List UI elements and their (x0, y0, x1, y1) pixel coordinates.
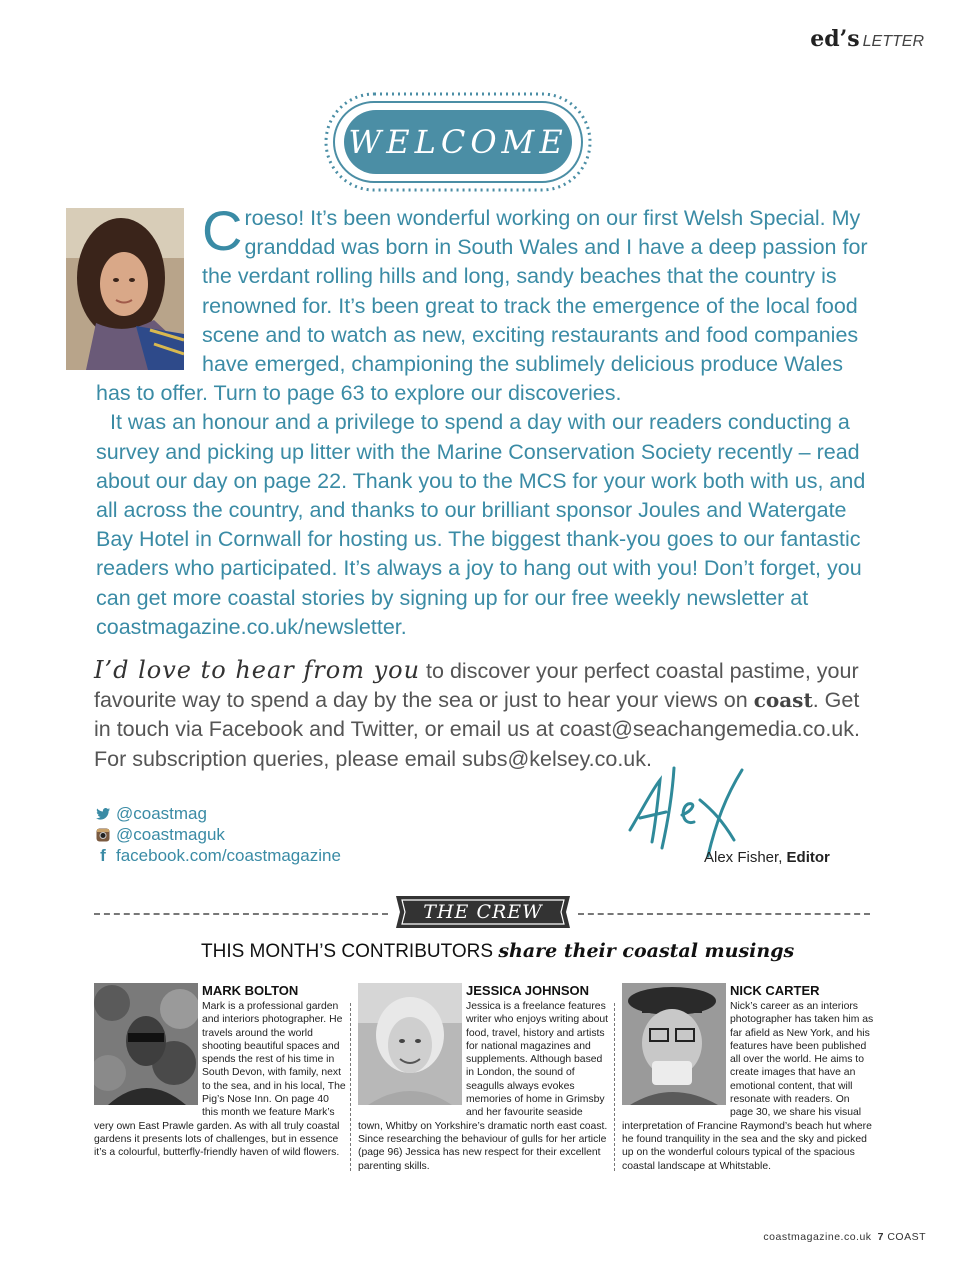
welcome-title: WELCOME (348, 123, 568, 161)
header-letter: LETTER (862, 33, 924, 50)
welcome-badge (322, 90, 594, 194)
section-header (810, 26, 924, 52)
editor-role: Editor (786, 849, 830, 866)
facebook-url: facebook.com/coastmagazine (116, 846, 341, 865)
contact-text-a: to discover your perfect coastal pastime, your favourite way to spend a day by the sea or just to hear your views on (94, 659, 859, 713)
signature-scribble (630, 768, 742, 856)
letter-paragraph-2: It was an honour and a privilege to spend a day with our readers conducting a survey and picking up litter with the Marine Conservation Society recently – read about our day on page 22. Thank you to the MCS for your work both with us, and all across the country, and thanks to our brilliant sponsor Joules and Watergate Bay Hotel in Cornwall for hosting us. The biggest thank-you goes to our fantastic readers who participated. It’s always a joy to hang out with you! Don’t forget, you can get more coastal stories by signing up for our free weekly newsletter at coastmagazine.co.uk/newsletter. (96, 410, 866, 639)
column-divider-1 (350, 1003, 351, 1171)
social-links (94, 803, 341, 866)
crew-heading-italic: share their coastal musings (498, 940, 795, 962)
crew-heading (201, 940, 794, 963)
page-number: 7 (877, 1231, 884, 1243)
footer-mag: COAST (887, 1231, 926, 1243)
signature (622, 760, 772, 860)
crew-rule-right (578, 913, 870, 915)
drop-cap: C (202, 199, 243, 262)
letter-paragraph-1 (96, 199, 876, 408)
contributor-name: NICK CARTER (730, 983, 820, 998)
contact-text-b: . Get in touch via Facebook and Twitter, or email us at coast@seachangemedia.co.uk. For subscription queries, please email subs@kelsey.co.uk. (94, 688, 860, 771)
contributor-name: MARK BOLTON (202, 983, 299, 998)
twitter-link[interactable] (94, 803, 341, 824)
crew-heading-main: THIS MONTH’S CONTRIBUTORS (201, 941, 499, 962)
footer-site: coastmagazine.co.uk (763, 1231, 872, 1243)
twitter-handle: @coastmag (116, 804, 207, 823)
contributor-photo-jessica (358, 983, 462, 1105)
crew-banner-label: THE CREW (423, 901, 543, 923)
page-footer (763, 1231, 926, 1243)
facebook-link[interactable] (94, 845, 341, 866)
instagram-icon (94, 828, 112, 842)
editor-name: Alex Fisher (704, 849, 779, 866)
contributor-card (358, 983, 610, 1173)
contributor-bio: Nick’s career as an interiors photographer has taken him as far afield as New York, and his features have been published all over the world. He aims to create images that have an emotional content, that will resonate with readers. On page 30, we share his visual interpretation of Francine Raymond’s beach hut where he found tranquility in the sea and the sky and picked up on the wonderful colours typical of the spacious coastal landscape at Whitstable. (622, 1001, 874, 1172)
header-eds: ed’s (810, 26, 860, 52)
contributor-name: JESSICA JOHNSON (466, 983, 590, 998)
instagram-link[interactable] (94, 824, 341, 845)
instagram-handle: @coastmaguk (116, 825, 225, 844)
contact-paragraph (94, 656, 874, 774)
facebook-icon: f (100, 846, 106, 865)
contributor-bio: Jessica is a freelance features writer who enjoys writing about food, travel, history and artists for national magazines and supplements. Although based in London, the sound of seagulls always evokes memories of home in Grimsby and her favourite seaside town, Whitby on Yorkshire’s dramatic north east coast. Since researching the behaviour of gulls for her article (page 96) Jessica has new respect for their excellent parenting skills. (358, 1001, 609, 1172)
signature-caption (704, 849, 830, 866)
contributor-card (94, 983, 346, 1160)
letter-paragraph-1-text: roeso! It’s been wonderful working on our first Welsh Special. My granddad was born in South Wales and I have a deep passion for the verdant rolling hills and long, sandy beaches that the country is renowned for. It’s been great to track the emergence of the local food scene and to watch as new, exciting restaurants and food companies have emerged, championing the sublimely delicious produce Wales has to offer. Turn to page 63 to explore our discoveries. (96, 206, 868, 406)
coast-brand: coast (753, 688, 813, 713)
column-divider-2 (614, 1003, 615, 1171)
twitter-icon (94, 808, 112, 820)
contributor-card (622, 983, 874, 1173)
editor-letter (96, 199, 876, 642)
contributor-bio: Mark is a professional garden and interiors photographer. He travels around the world shooting beautiful spaces and spends the rest of his time in South Devon, with family, next to the sea, and in his local, The Pig’s Nose Inn. On page 40 this month we feature Mark’s very own East Prawle garden. As with all truly coastal gardens it presents lots of challenges, but in essence it’s a colourful, butterfly-friendly haven of wild flowers. (94, 1001, 346, 1159)
contributor-photo-nick (622, 983, 726, 1105)
crew-rule-left (94, 913, 388, 915)
contributor-photo-mark (94, 983, 198, 1105)
photo-spacer (96, 204, 202, 374)
contact-script-heading: I’d love to hear from you (94, 656, 421, 684)
signature-comma: , (778, 849, 787, 866)
